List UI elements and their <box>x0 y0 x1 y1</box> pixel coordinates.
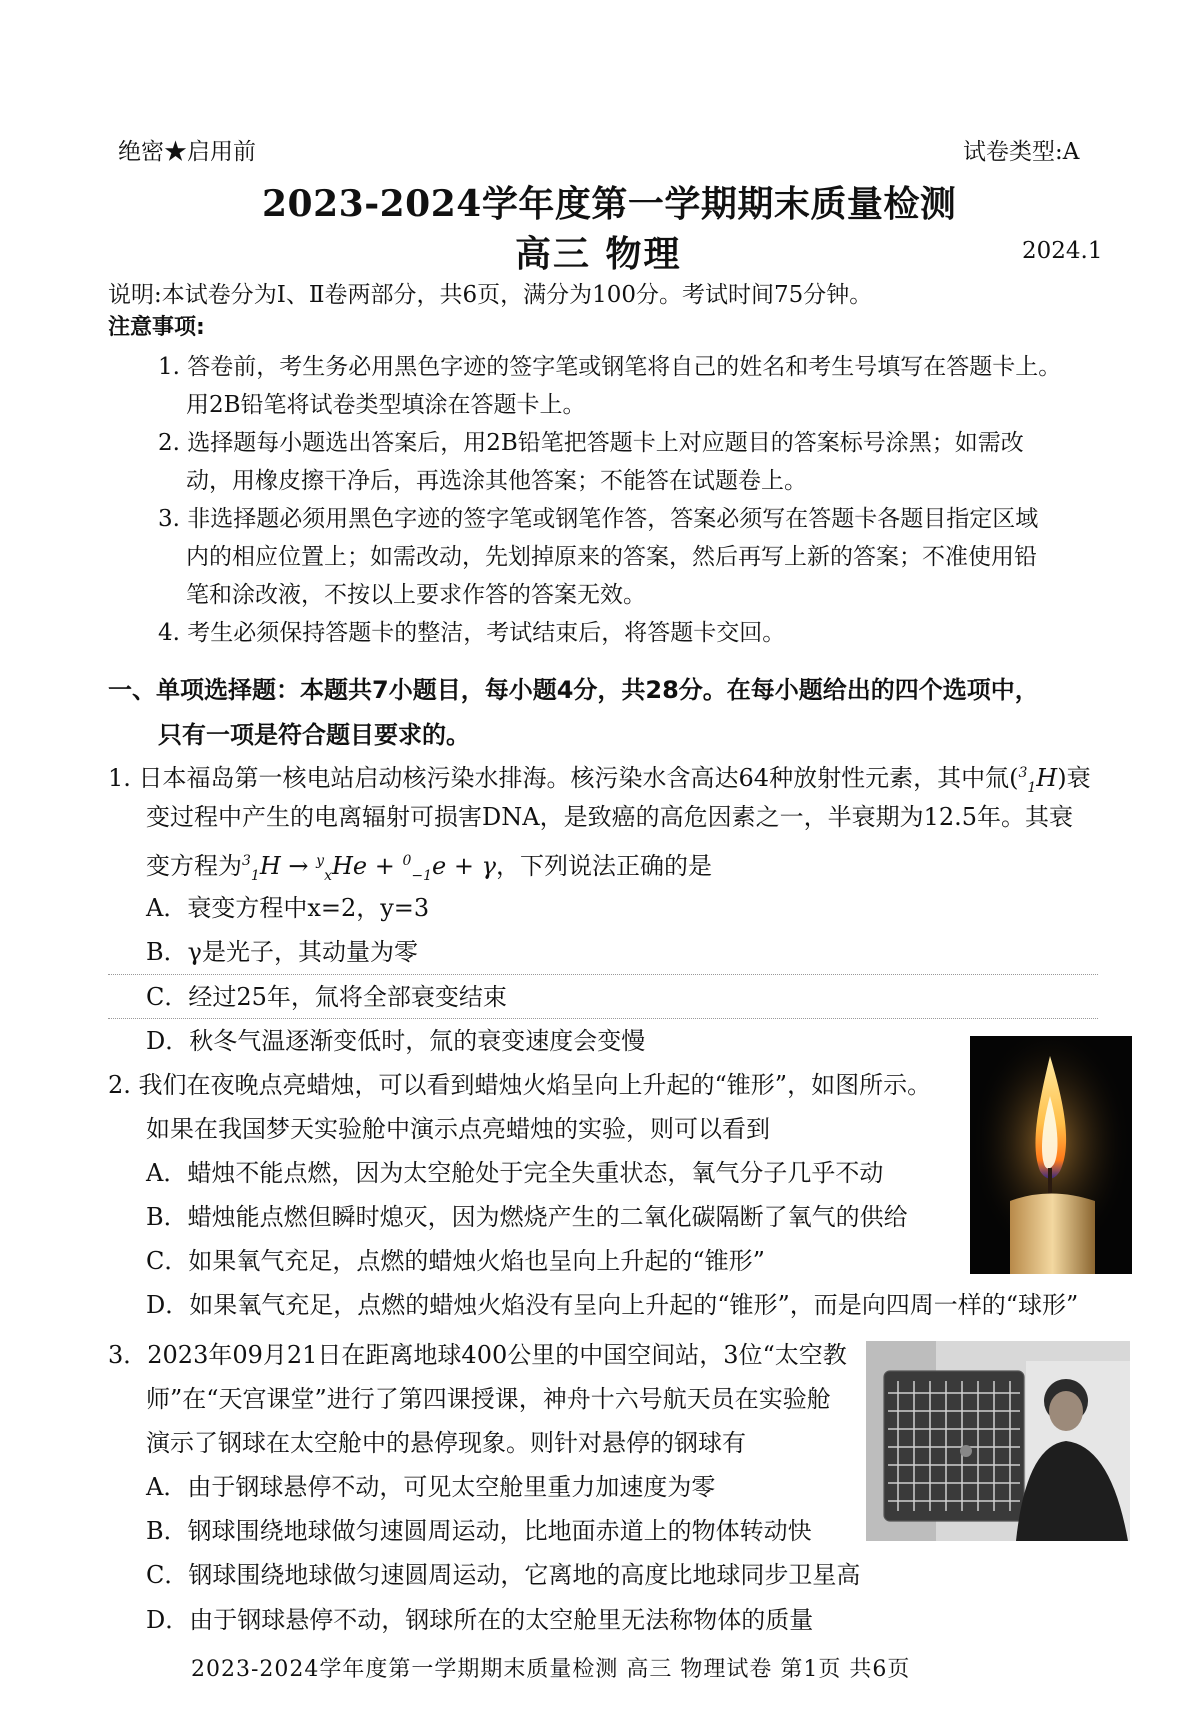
notes-title: 注意事项: <box>108 315 205 340</box>
q1-stem-text: 1. 日本福岛第一核电站启动核污染水排海。核污染水含高达64种放射性元素，其中氚( <box>108 764 1019 792</box>
note-line: 内的相应位置上；如需改动，先划掉原来的答案，然后再写上新的答案；不准使用铅 <box>186 544 1037 570</box>
q1-option-d: D．秋冬气温逐渐变低时，氚的衰变速度会变慢 <box>146 1027 646 1055</box>
q1-stem-line3 <box>146 846 712 891</box>
tritium-symbol: $^3_1$H <box>1018 764 1058 796</box>
q1-stem-line2: 变过程中产生的电离辐射可损害DNA，是致癌的高危因素之一，半衰期为12.5年。其衰 <box>146 803 1074 831</box>
q1-stem-text: 变方程为 <box>146 852 242 880</box>
q3-stem-line1: 3．2023年09月21日在距离地球400公里的中国空间站，3位“太空教 <box>108 1341 847 1369</box>
section-heading: 一、单项选择题：本题共7小题目，每小题4分，共28分。在每小题给出的四个选项中， <box>108 676 1039 704</box>
exam-date: 2024.1 <box>1022 238 1103 264</box>
q2-option-c: C．如果氧气充足，点燃的蜡烛火焰也呈向上升起的“锥形” <box>146 1247 765 1275</box>
q2-option-b: B．蜡烛能点燃但瞬时熄灭，因为燃烧产生的二氧化碳隔断了氧气的供给 <box>146 1203 908 1231</box>
q2-option-d: D．如果氧气充足，点燃的蜡烛火焰没有呈向上升起的“锥形”，而是向四周一样的“球形” <box>146 1291 1079 1319</box>
q2-stem-line1: 2. 我们在夜晚点亮蜡烛，可以看到蜡烛火焰呈向上升起的“锥形”，如图所示。 <box>108 1071 932 1099</box>
confidential-label: 绝密★启用前 <box>118 139 256 165</box>
exam-description: 说明:本试卷分为Ⅰ、Ⅱ卷两部分，共6页，满分为100分。考试时间75分钟。 <box>108 282 873 308</box>
q3-option-c: C．钢球围绕地球做匀速圆周运动，它离地的高度比地球同步卫星高 <box>146 1561 861 1589</box>
q3-stem-line3: 演示了钢球在太空舱中的悬停现象。则针对悬停的钢球有 <box>146 1429 746 1457</box>
q1-stem-line <box>108 758 1091 803</box>
note-line: 3. 非选择题必须用黑色字迹的签字笔或钢笔作答，答案必须写在答题卡各题目指定区域 <box>158 506 1039 532</box>
note-line: 动，用橡皮擦干净后，再选涂其他答案；不能答在试题卷上。 <box>186 468 807 494</box>
q1-option-a: A．衰变方程中x=2，y=3 <box>146 894 430 922</box>
q3-option-b: B．钢球围绕地球做匀速圆周运动，比地面赤道上的物体转动快 <box>146 1517 812 1545</box>
note-line: 2. 选择题每小题选出答案后，用2B铅笔把答题卡上对应题目的答案标号涂黑；如需改 <box>158 430 1024 456</box>
q3-stem-line2: 师”在“天宫课堂”进行了第四课授课，神舟十六号航天员在实验舱 <box>146 1385 831 1413</box>
space-station-photo <box>866 1341 1130 1541</box>
exam-title: 2023-2024学年度第一学期期末质量检测 <box>262 183 957 225</box>
exam-subtitle: 高三 物理 <box>515 233 682 275</box>
q1-option-b: B．γ是光子，其动量为零 <box>146 938 418 966</box>
candle-photo <box>970 1036 1132 1274</box>
section-heading-cont: 只有一项是符合题目要求的。 <box>158 721 470 749</box>
note-line: 1. 答卷前，考生务必用黑色字迹的签字笔或钢笔将自己的姓名和考生号填写在答题卡上。 <box>158 354 1062 380</box>
q2-option-a: A．蜡烛不能点燃，因为太空舱处于完全失重状态，氧气分子几乎不动 <box>146 1159 884 1187</box>
q2-stem-line2: 如果在我国梦天实验舱中演示点亮蜡烛的实验，则可以看到 <box>146 1115 770 1143</box>
divider <box>108 974 1098 975</box>
page-footer: 2023-2024学年度第一学期期末质量检测 高三 物理试卷 第1页 共6页 <box>191 1657 911 1682</box>
q1-option-c: C．经过25年，氚将全部衰变结束 <box>146 983 507 1011</box>
paper-type-label: 试卷类型:A <box>963 139 1080 165</box>
note-line: 4. 考生必须保持答题卡的整洁，考试结束后，将答题卡交回。 <box>158 620 786 646</box>
note-line: 用2B铅笔将试卷类型填涂在答题卡上。 <box>186 392 586 418</box>
q3-option-a: A．由于钢球悬停不动，可见太空舱里重力加速度为零 <box>146 1473 716 1501</box>
q1-stem-text: )衰 <box>1057 764 1091 792</box>
q1-stem-text: ，下列说法正确的是 <box>495 852 712 880</box>
note-line: 笔和涂改液，不按以上要求作答的答案无效。 <box>186 582 646 608</box>
divider <box>108 1018 1098 1019</box>
q3-option-d: D．由于钢球悬停不动，钢球所在的太空舱里无法称物体的质量 <box>146 1606 814 1634</box>
decay-equation: $^3_1$H → $^y_x$He + $^0_{-1}$e + γ <box>242 852 496 884</box>
